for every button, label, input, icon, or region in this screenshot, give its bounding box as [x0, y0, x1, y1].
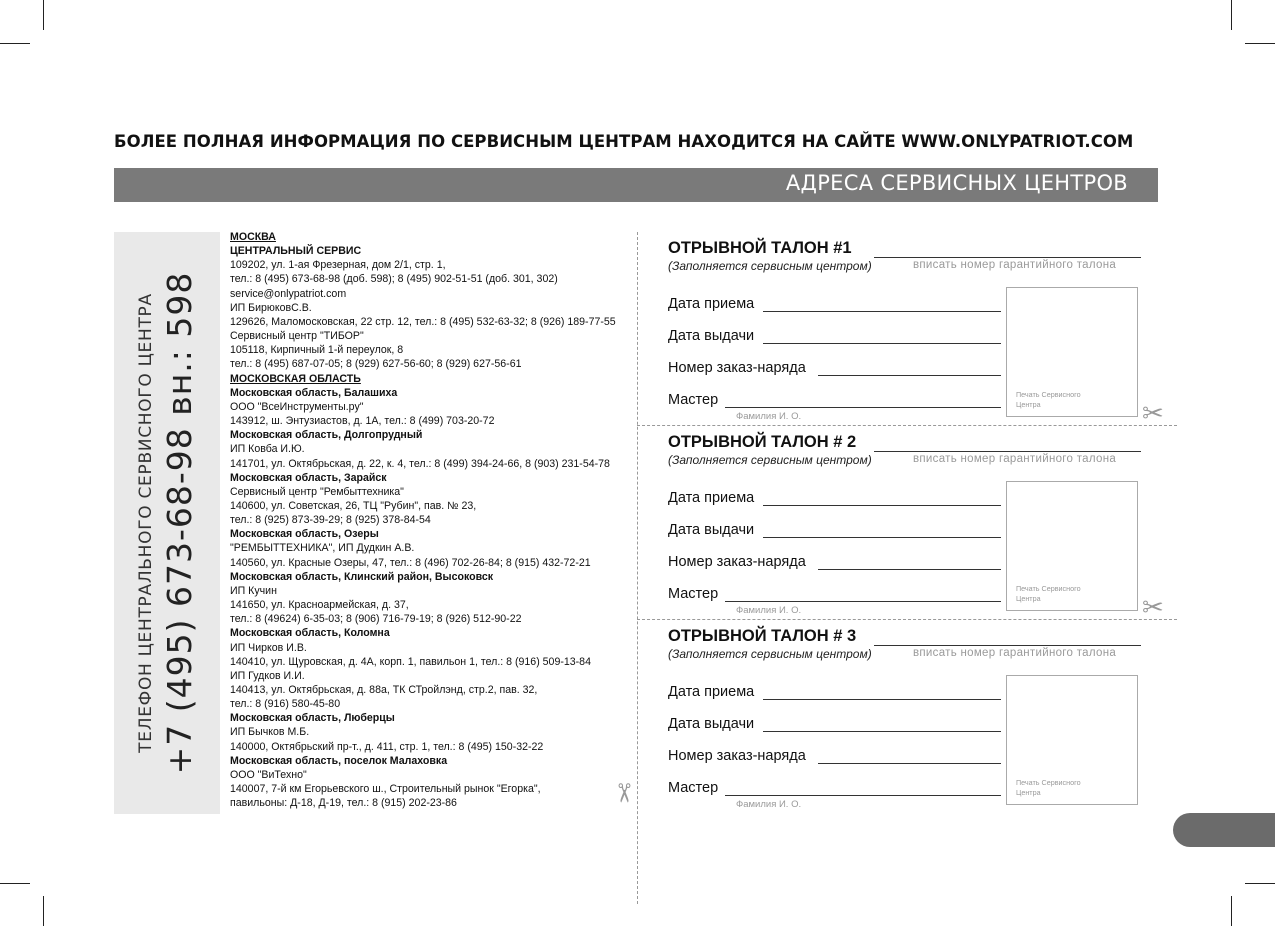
crop-mark	[43, 0, 44, 30]
address-line: 129626, Маломосковская, 22 стр. 12, тел.: 8 (495) 532-63-32; 8 (926) 189-77-55	[230, 315, 616, 328]
address-line: тел.: 8 (49624) 6-35-03; 8 (906) 716-79-19; 8 (926) 512-90-22	[230, 613, 522, 626]
coupon-number-line	[874, 257, 1141, 258]
coupon-field-label: Мастер	[668, 586, 719, 602]
coupon-field-label: Дата выдачи	[668, 716, 755, 732]
coupon-field-label: Дата приема	[668, 684, 755, 700]
address-line: Сервисный центр "Рембыттехника"	[230, 485, 404, 498]
signature-hint: Фамилия И. О.	[736, 799, 802, 810]
page-number-tab	[1173, 813, 1275, 847]
phone-sidebar	[114, 232, 220, 814]
coupon-subtitle: (Заполняется сервисным центром)	[668, 259, 872, 273]
address-line: ИП Бычков М.Б.	[230, 726, 310, 739]
stamp-label: Печать Сервисного Центра	[1016, 390, 1081, 409]
section-banner	[114, 168, 1158, 202]
scissors-icon: ✂	[607, 782, 638, 804]
coupon-subtitle: (Заполняется сервисным центром)	[668, 647, 872, 661]
coupon-field-line	[763, 731, 1001, 732]
coupon-subtitle: (Заполняется сервисным центром)	[668, 453, 872, 467]
coupon-field-line	[763, 343, 1001, 344]
coupon-field-label: Мастер	[668, 392, 719, 408]
coupon-field-line	[818, 569, 1001, 570]
address-line: павильоны: Д-18, Д-19, тел.: 8 (915) 202-23-86	[230, 797, 457, 810]
address-line: Сервисный центр "ТИБОР"	[230, 330, 364, 343]
stamp-label: Печать Сервисного Центра	[1016, 778, 1081, 797]
stamp-label: Печать Сервисного Центра	[1016, 584, 1081, 603]
address-line: 109202, ул. 1-ая Фрезерная, дом 2/1, стр. 1,	[230, 259, 446, 272]
cut-line-horizontal	[637, 425, 1177, 426]
center-name: Московская область, Озеры	[230, 528, 379, 541]
coupon-field-line	[725, 407, 1001, 408]
coupon-field-label: Номер заказ-наряда	[668, 360, 806, 376]
coupon-number-hint: вписать номер гарантийного талона	[913, 453, 1117, 465]
coupon-number-line	[874, 645, 1141, 646]
coupon-number-hint: вписать номер гарантийного талона	[913, 259, 1117, 271]
address-line: 140413, ул. Октябрьская, д. 88а, ТК СТройлэнд, стр.2, пав. 32,	[230, 684, 538, 696]
tear-off-coupon	[668, 239, 1143, 422]
coupon-field-line	[763, 505, 1001, 506]
address-line: тел.: 8 (925) 873-39-29; 8 (925) 378-84-54	[230, 514, 431, 527]
coupon-field-label: Номер заказ-наряда	[668, 748, 806, 764]
coupon-number-line	[874, 451, 1141, 452]
address-line: 141650, ул. Красноармейская, д. 37,	[230, 599, 409, 612]
coupon-field-line	[725, 601, 1001, 602]
stamp-box	[1006, 287, 1138, 417]
center-name: ЦЕНТРАЛЬНЫЙ СЕРВИС	[230, 245, 362, 258]
crop-mark	[43, 896, 44, 926]
address-line: 140600, ул. Советская, 26, ТЦ "Рубин", пав. № 23,	[230, 499, 477, 512]
coupon-field-line	[763, 537, 1001, 538]
crop-mark	[0, 43, 30, 44]
center-name: Московская область, Зарайск	[230, 471, 387, 484]
cut-line-horizontal	[637, 619, 1177, 620]
phone-title: ТЕЛЕФОН ЦЕНТРАЛЬНОГО СЕРВИСНОГО ЦЕНТРА	[135, 293, 156, 753]
coupon-field-label: Дата выдачи	[668, 328, 755, 344]
phone-block	[114, 232, 220, 814]
address-line: "РЕМБЫТТЕХНИКА", ИП Дудкин А.В.	[230, 542, 415, 555]
address-line: 140410, ул. Щуровская, д. 4А, корп. 1, павильон 1, тел.: 8 (916) 509-13-84	[230, 655, 591, 668]
coupon-field-line	[818, 763, 1001, 764]
phone-number: +7 (495) 673-68-98 вн.: 598	[159, 271, 199, 775]
address-line: 140560, ул. Красные Озеры, 47, тел.: 8 (496) 702-26-84; 8 (915) 432-72-21	[230, 556, 591, 569]
address-line: тел.: 8 (495) 687-07-05; 8 (929) 627-56-60; 8 (929) 627-56-61	[230, 358, 522, 371]
address-line: ИП Чирков И.В.	[230, 641, 307, 654]
address-line: ИП БирюковС.В.	[230, 301, 312, 314]
coupon-title: ОТРЫВНОЙ ТАЛОН # 2	[668, 433, 857, 451]
address-line: 143912, ш. Энтузиастов, д. 1А, тел.: 8 (499) 703-20-72	[230, 415, 495, 428]
coupon-field-line	[763, 699, 1001, 700]
center-name: Московская область, Долгопрудный	[230, 429, 423, 442]
crop-mark	[1231, 0, 1232, 30]
scissors-icon: ✂	[1142, 399, 1164, 429]
coupon-field-label: Дата приема	[668, 490, 755, 506]
address-line: ООО "ВсеИнструменты.ру"	[230, 400, 364, 413]
tear-off-coupon	[668, 433, 1143, 616]
tear-off-coupon	[668, 627, 1143, 810]
address-line: 105118, Кирпичный 1-й переулок, 8	[230, 344, 404, 357]
region-heading: МОСКВА	[230, 231, 276, 243]
address-line: 141701, ул. Октябрьская, д. 22, к. 4, тел.: 8 (499) 394-24-66, 8 (903) 231-54-78	[230, 457, 610, 470]
headline: БОЛЕЕ ПОЛНАЯ ИНФОРМАЦИЯ ПО СЕРВИСНЫМ ЦЕНТРАМ НАХОДИТСЯ НА САЙТЕ WWW.ONLYPATRIOT.COM	[114, 132, 1134, 151]
coupon-field-line	[818, 375, 1001, 376]
crop-mark	[1231, 896, 1232, 926]
banner-title: АДРЕСА СЕРВИСНЫХ ЦЕНТРОВ	[785, 171, 1128, 195]
address-line: ИП Гудков И.И.	[230, 669, 305, 682]
crop-mark	[1245, 43, 1275, 44]
scissors-icon: ✂	[1142, 593, 1164, 623]
address-list	[230, 230, 615, 810]
center-name: Московская область, Балашиха	[230, 386, 398, 399]
coupon-field-line	[725, 795, 1001, 796]
center-name: Московская область, Коломна	[230, 627, 390, 640]
coupon-field-label: Мастер	[668, 780, 719, 796]
coupon-field-label: Дата приема	[668, 296, 755, 312]
center-name: Московская область, Люберцы	[230, 712, 395, 725]
address-line: ООО "ВиТехно"	[230, 768, 307, 781]
signature-hint: Фамилия И. О.	[736, 605, 802, 616]
address-line: service@onlypatriot.com	[230, 287, 347, 300]
address-line: ИП Ковба И.Ю.	[230, 443, 305, 456]
crop-mark	[0, 883, 30, 884]
coupon-field-line	[763, 311, 1001, 312]
region-heading: МОСКОВСКАЯ ОБЛАСТЬ	[230, 372, 361, 385]
coupon-title: ОТРЫВНОЙ ТАЛОН #1	[668, 239, 852, 257]
signature-hint: Фамилия И. О.	[736, 411, 802, 422]
center-name: Московская область, Клинский район, Высоковск	[230, 570, 494, 583]
stamp-box	[1006, 481, 1138, 611]
coupon-number-hint: вписать номер гарантийного талона	[913, 647, 1117, 659]
center-name: Московская область, поселок Малаховка	[230, 754, 448, 767]
address-line: тел.: 8 (916) 580-45-80	[230, 698, 341, 711]
address-line: тел.: 8 (495) 673-68-98 (доб. 598); 8 (495) 902-51-51 (доб. 301, 302)	[230, 273, 558, 286]
address-line: 140007, 7-й км Егорьевского ш., Строительный рынок "Егорка",	[230, 783, 541, 796]
address-line: 140000, Октябрьский пр-т., д. 411, стр. 1, тел.: 8 (495) 150-32-22	[230, 740, 544, 753]
coupon-field-label: Дата выдачи	[668, 522, 755, 538]
stamp-box	[1006, 675, 1138, 805]
coupon-field-label: Номер заказ-наряда	[668, 554, 806, 570]
address-line: ИП Кучин	[230, 584, 277, 597]
coupon-title: ОТРЫВНОЙ ТАЛОН # 3	[668, 627, 857, 645]
crop-mark	[1245, 883, 1275, 884]
